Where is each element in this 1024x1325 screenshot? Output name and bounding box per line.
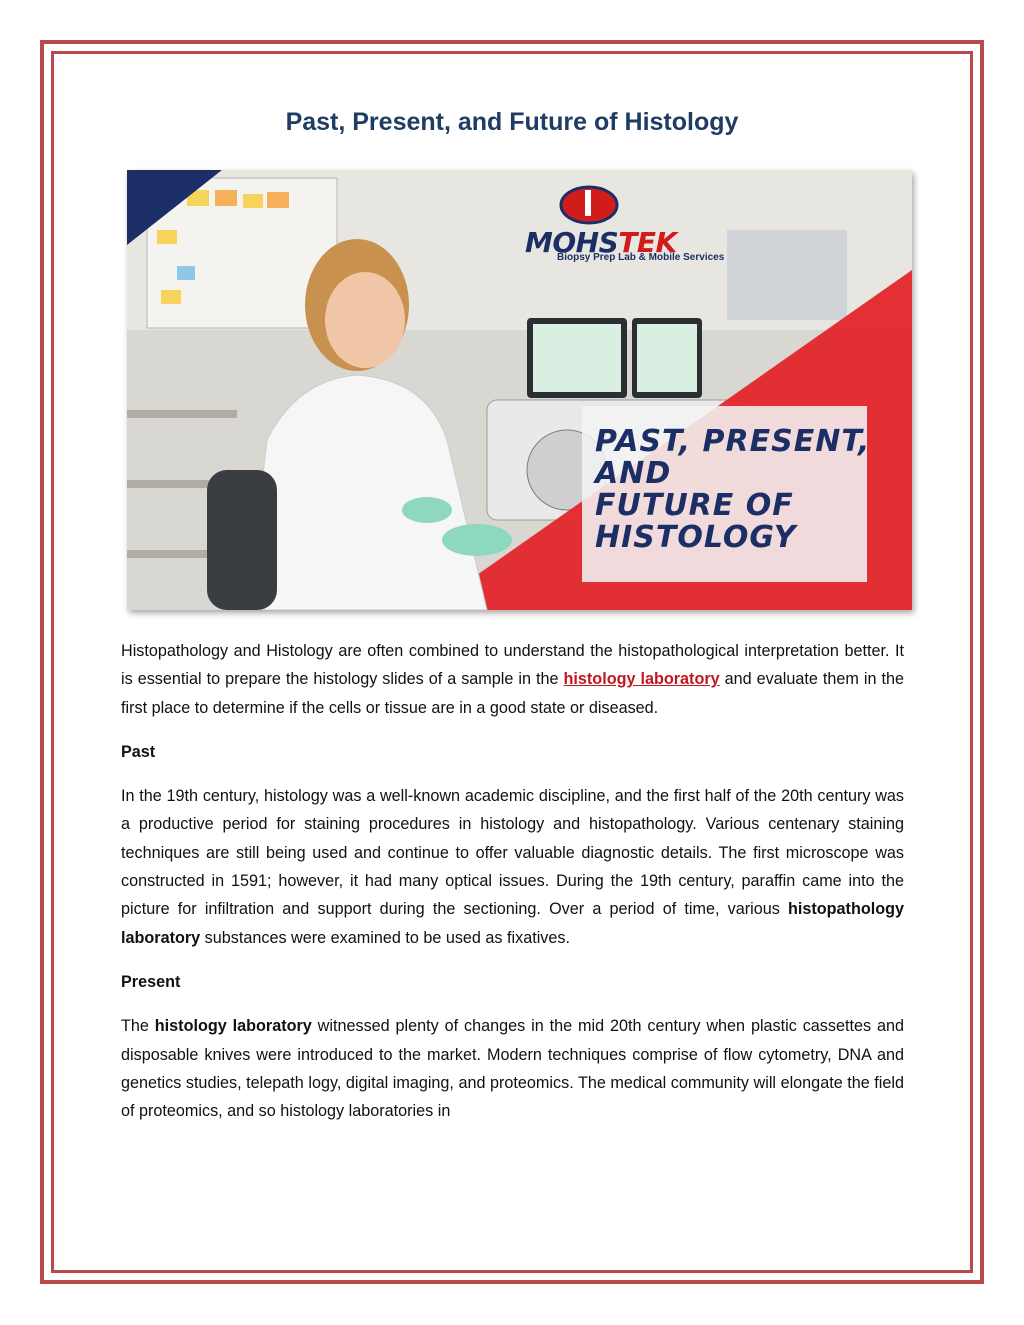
past-text: In the 19th century, histology was a well-known academic discipline, and the first half of the 20th century was a productive period for staining procedures in histology and histopathology. Various centenary staining techniques are still being used and continue to offer valuable diagnostic details. The first microscope was constructed in 1591; however, it had many optical issues. During the 19th century, paraffin came into the picture for infiltration and support during the sectioning. Over a period of time, various [121,787,904,919]
present-text-end: witnessed plenty of changes in the mid 20th century when plastic cassettes and disposable knives were introduced to the market. Modern techniques comprise of flow cytometry, DNA and genetics studies, telepath logy, digital imaging, and proteomics. The medical community will elongate the field of proteomics, and so histology laboratories in [121,1017,904,1121]
hero-overlay-line: PAST, PRESENT, [595,424,871,459]
present-heading: Present [121,972,181,991]
logo-tagline: Biopsy Prep Lab & Mobile Services [557,252,725,263]
intro-paragraph [121,637,904,722]
intro-text: Histopathology and Histology are often combined to understand the histopathological interpretation better. It is essential to prepare the histology slides of a sample in the [121,642,904,689]
intro-text-end: and evaluate them in the first place to determine if the cells or tissue are in a good state or diseased. [121,670,904,717]
hero-overlay-title [595,426,870,554]
past-bold-term: histopathology laboratory [121,900,904,947]
hero-overlay-line: FUTURE OF [595,488,794,523]
logo-name-part2: TEK [618,226,677,259]
histology-laboratory-link[interactable]: histology laboratory [563,670,720,689]
logo-name-part1: MOHS [525,226,619,259]
article-body [121,637,904,1141]
past-paragraph [121,782,904,952]
page-title: Past, Present, and Future of Histology [285,108,739,136]
present-text: The [121,1017,155,1036]
past-text-end: substances were examined to be used as fixatives. [200,928,570,947]
past-heading: Past [121,742,156,761]
hero-image [127,170,912,610]
hero-overlay-line: AND [595,456,672,491]
present-bold-term: histology laboratory [154,1017,312,1036]
hero-overlay-line: HISTOLOGY [595,520,797,555]
present-paragraph [121,1012,904,1125]
